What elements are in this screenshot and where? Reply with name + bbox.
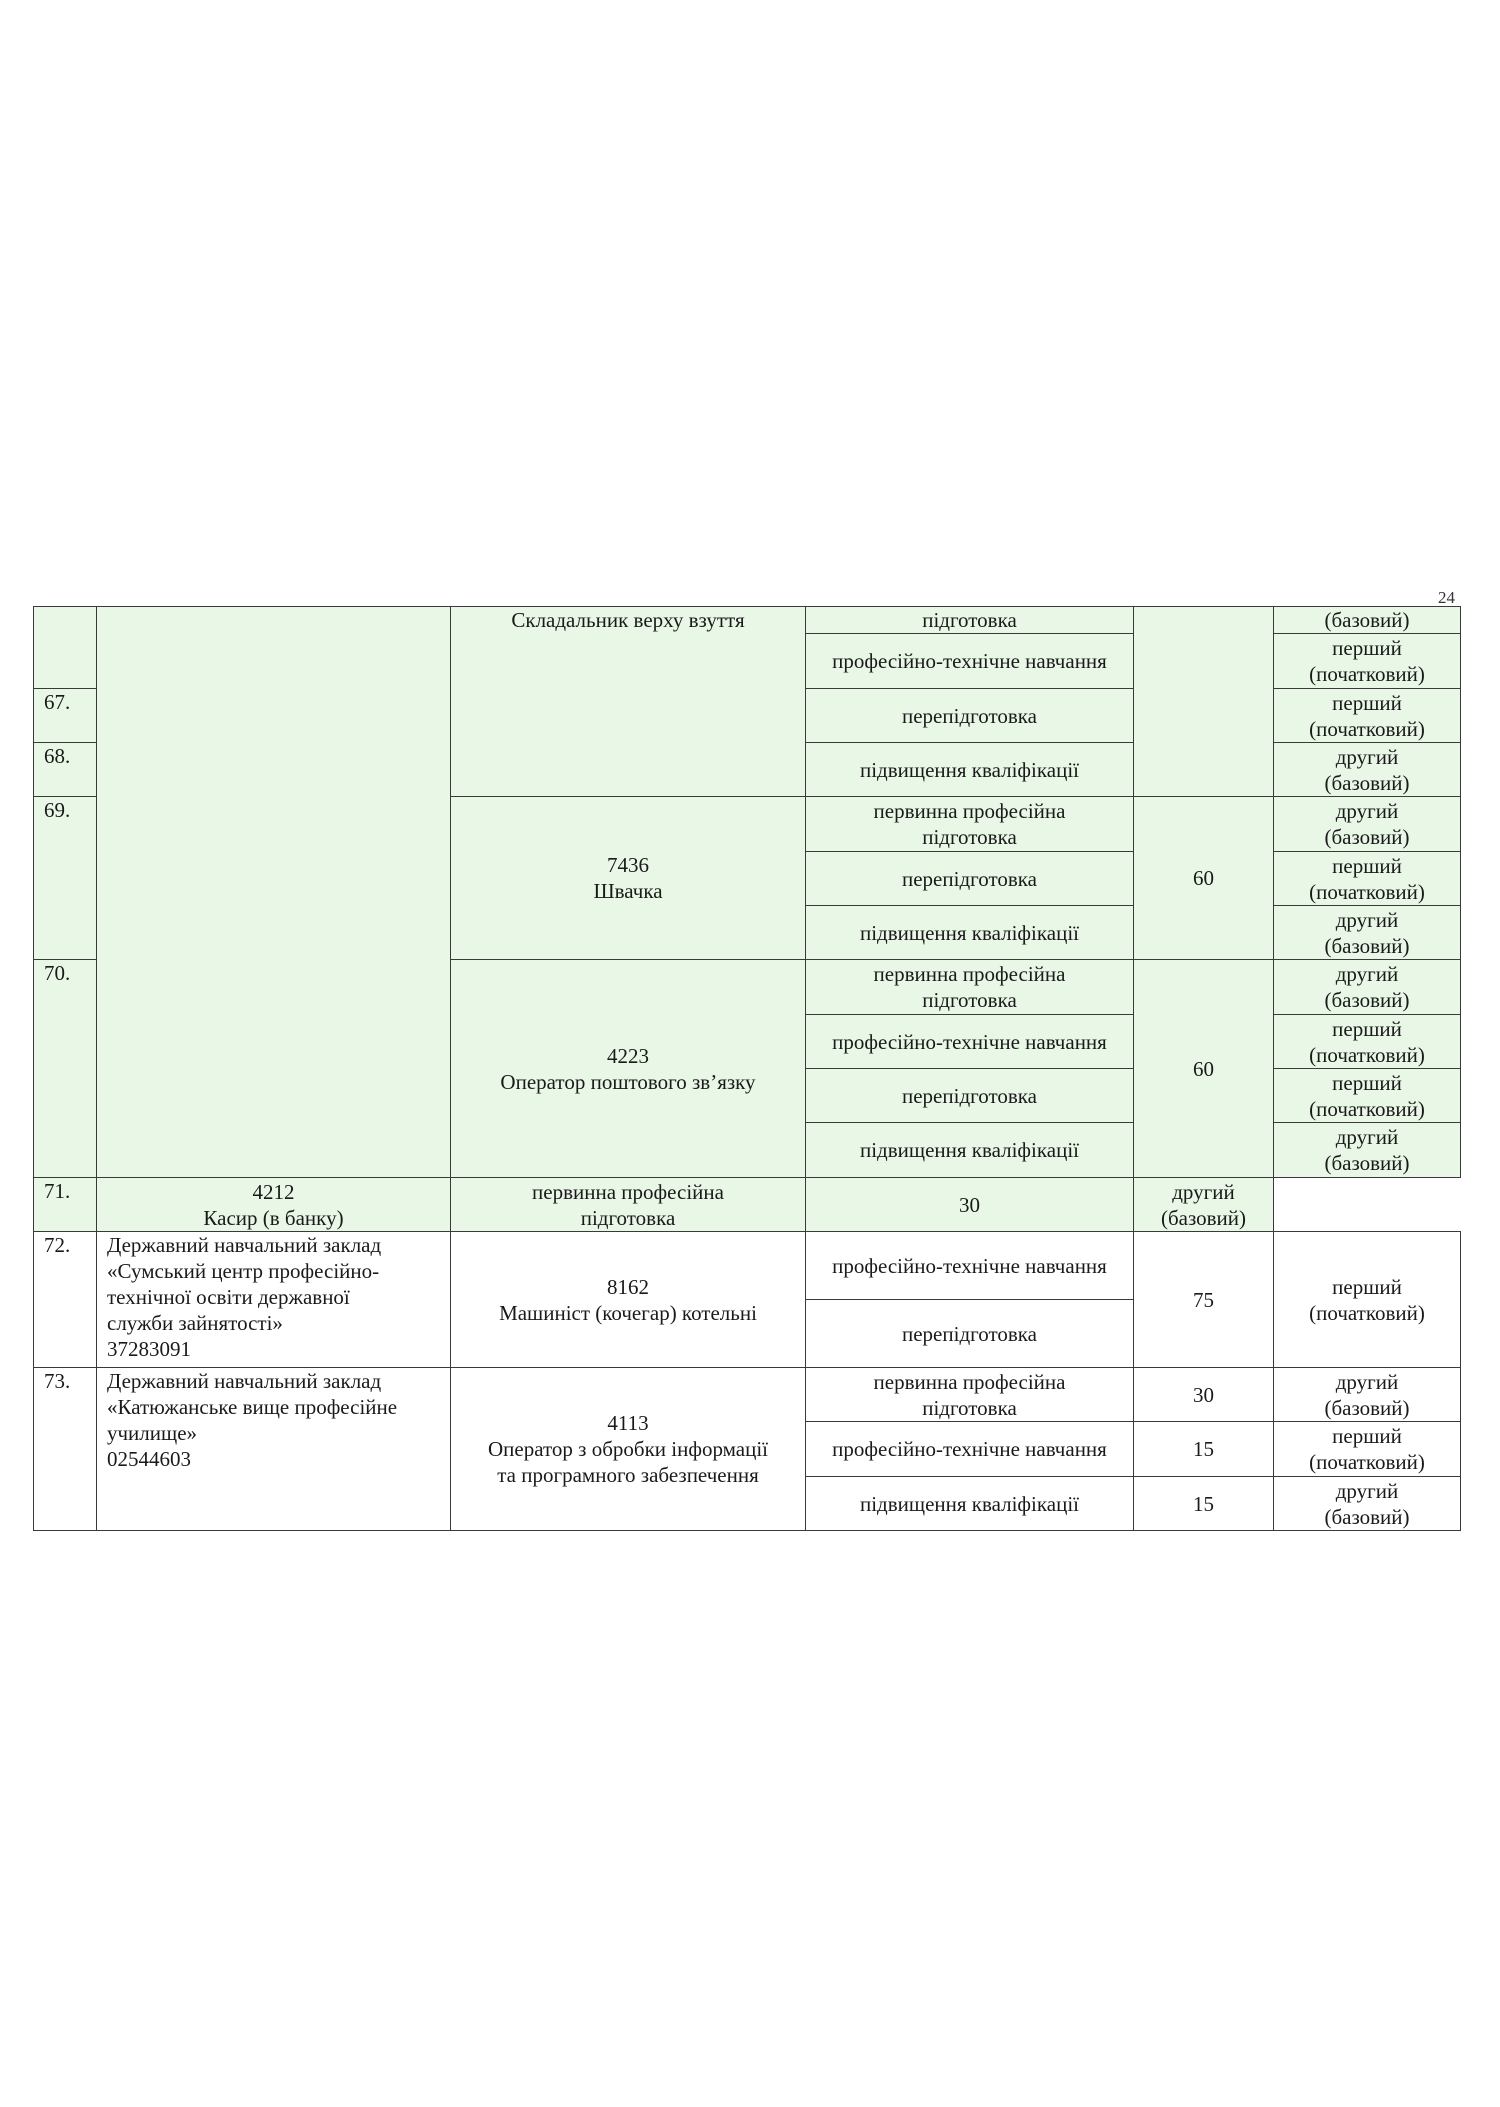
- level-cell: другий (базовий): [1134, 1178, 1274, 1232]
- profession-cell: 7436 Швачка: [451, 797, 806, 960]
- training-form-cell: професійно-технічне навчання: [806, 634, 1134, 689]
- institution-cell: [97, 607, 451, 1178]
- level-cell: перший (початковий): [1274, 1069, 1461, 1123]
- level-cell: другий (базовий): [1274, 743, 1461, 797]
- level-cell: перший (початковий): [1274, 634, 1461, 689]
- level-cell: перший (початковий): [1274, 852, 1461, 906]
- training-form-cell: підвищення кваліфікації: [806, 906, 1134, 960]
- training-form-cell: професійно-технічне навчання: [806, 1015, 1134, 1069]
- level-cell: другий (базовий): [1274, 1477, 1461, 1531]
- profession-cell: 4212 Касир (в банку): [97, 1178, 451, 1232]
- row-number: 69.: [34, 797, 97, 960]
- training-form-cell: підготовка: [806, 607, 1134, 634]
- training-form-cell: підвищення кваліфікації: [806, 743, 1134, 797]
- count-cell: 75: [1134, 1232, 1274, 1368]
- level-cell: перший (початковий): [1274, 1422, 1461, 1477]
- institution-cell: Державний навчальний заклад «Катюжанське вище професійне училище» 02544603: [97, 1368, 451, 1531]
- level-cell: (базовий): [1274, 607, 1461, 634]
- row-number-blank: [34, 607, 97, 689]
- row-number: 72.: [34, 1232, 97, 1368]
- training-form-cell: перепідготовка: [806, 689, 1134, 743]
- row-number: 68.: [34, 743, 97, 797]
- training-form-cell: первинна професійна підготовка: [806, 797, 1134, 852]
- profession-cell: Складальник верху взуття: [451, 607, 806, 797]
- level-cell: другий (базовий): [1274, 960, 1461, 1015]
- training-table: [33, 606, 1461, 1531]
- row-number: 73.: [34, 1368, 97, 1531]
- training-form-cell: професійно-технічне навчання: [806, 1232, 1134, 1300]
- level-cell: перший (початковий): [1274, 689, 1461, 743]
- level-cell: перший (початковий): [1274, 1015, 1461, 1069]
- profession-cell: 4113 Оператор з обробки інформації та програмного забезпечення: [451, 1368, 806, 1531]
- count-cell: 15: [1134, 1477, 1274, 1531]
- count-cell: [1134, 607, 1274, 797]
- table-row: [34, 1368, 1461, 1422]
- training-form-cell: підвищення кваліфікації: [806, 1123, 1134, 1178]
- training-form-cell: перепідготовка: [806, 1069, 1134, 1123]
- training-form-cell: первинна професійна підготовка: [806, 1368, 1134, 1422]
- training-form-cell: перепідготовка: [806, 852, 1134, 906]
- row-number: 67.: [34, 689, 97, 743]
- level-cell: другий (базовий): [1274, 1368, 1461, 1422]
- training-form-cell: перепідготовка: [806, 1300, 1134, 1368]
- level-cell: другий (базовий): [1274, 906, 1461, 960]
- training-form-cell: підвищення кваліфікації: [806, 1477, 1134, 1531]
- training-form-cell: первинна професійна підготовка: [451, 1178, 806, 1232]
- institution-cell: Державний навчальний заклад «Сумський центр професійно- технічної освіти державної служби зайнятості» 37283091: [97, 1232, 451, 1368]
- row-number: 70.: [34, 960, 97, 1178]
- page-number: 24: [1438, 588, 1455, 607]
- count-cell: 30: [806, 1178, 1134, 1232]
- profession-cell: 8162 Машиніст (кочегар) котельні: [451, 1232, 806, 1368]
- count-cell: 30: [1134, 1368, 1274, 1422]
- count-cell: 60: [1134, 797, 1274, 960]
- table-row: [34, 607, 1461, 634]
- row-number: 71.: [34, 1178, 97, 1232]
- level-cell: перший (початковий): [1274, 1232, 1461, 1368]
- count-cell: 15: [1134, 1422, 1274, 1477]
- table-row: [34, 1178, 1461, 1232]
- level-cell: другий (базовий): [1274, 1123, 1461, 1178]
- training-form-cell: професійно-технічне навчання: [806, 1422, 1134, 1477]
- training-form-cell: первинна професійна підготовка: [806, 960, 1134, 1015]
- level-cell: другий (базовий): [1274, 797, 1461, 852]
- table-row: [34, 1232, 1461, 1300]
- count-cell: 60: [1134, 960, 1274, 1178]
- profession-cell: 4223 Оператор поштового зв’язку: [451, 960, 806, 1178]
